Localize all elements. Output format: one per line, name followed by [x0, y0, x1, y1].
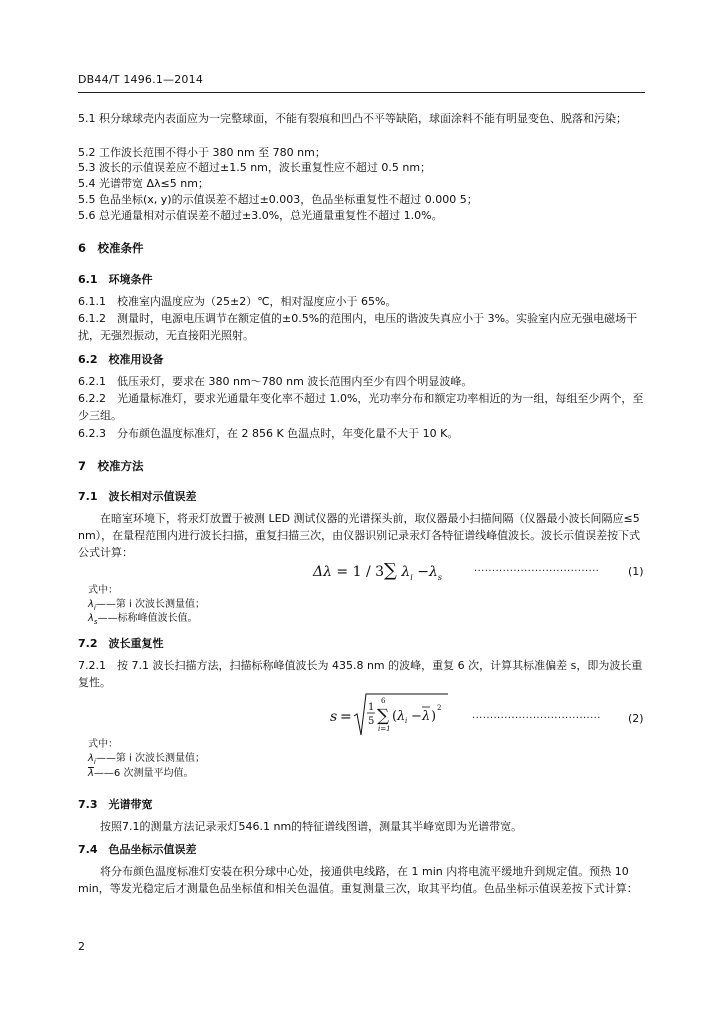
section-6-2-title: 6.2 校准用设备 — [78, 353, 164, 366]
svg-text:i=1: i=1 — [378, 725, 391, 733]
svg-text:1: 1 — [368, 702, 375, 713]
clause-6-1-1: 6.1.1 校准室内温度应为（25±2）℃，相对湿度应小于 65%。 — [78, 295, 397, 308]
formula-2-number: (2) — [628, 712, 644, 725]
clause-6-2-1: 6.2.1 低压汞灯，要求在 380 nm～780 nm 波长范围内至少有四个明显波峰。 — [78, 375, 473, 388]
definition-lambda-i-2: $\lambda_i——$第 i 次波长测量值； — [88, 753, 206, 766]
formula-1: Δλ = 1 / 3∑ $\lambda_i -\lambda_s$ — [313, 560, 442, 582]
page-number: 2 — [78, 940, 85, 953]
svg-text:6: 6 — [381, 697, 386, 705]
section-6-title: 6 校准条件 — [78, 241, 144, 255]
header-rule — [78, 92, 645, 93]
section-7-1-title: 7.1 波长相对示值误差 — [78, 490, 197, 503]
svg-text:): ) — [431, 709, 437, 724]
section-7-2-title: 7.2 波长重复性 — [78, 637, 164, 650]
svg-text:s: s — [330, 709, 338, 725]
req-5-4: 5.4 光谱带宽 Δλ≤5 nm； — [78, 177, 209, 190]
section-7-4-title: 7.4 色品坐标示值误差 — [78, 843, 197, 856]
clause-6-2-2: 6.2.2 光通量标准灯，要求光通量年变化率不超过 1.0%，光功率分布和额定功率相近的为一组，每组至少两个，至少三组。 — [78, 392, 644, 422]
definition-lambda-mean: $\overline{\lambda}——6$ 次测量平均值。 — [88, 768, 194, 779]
svg-text:−: − — [411, 709, 422, 724]
section-7-1-text: 在暗室环境下，将汞灯放置于被测 LED 测试仪器的光谱探头前，取仪器最小扫描间隔（仪器最小波长间隔应≤5 nm），在量程范围内进行波长扫描，重复扫描三次，由仪器识别记录汞灯各特征谱线峰值波长。波长示值误差按下式公式计算： — [78, 512, 641, 559]
svg-text:(: ( — [392, 709, 398, 724]
section-7-3-title: 7.3 光谱带宽 — [78, 798, 153, 811]
clause-6-2-3: 6.2.3 分布颜色温度标准灯，在 2 856 K 色温点时，年变化量不大于 10 K。 — [78, 427, 459, 440]
where-label-1: 式中： — [88, 585, 118, 596]
where-label-2: 式中： — [88, 739, 118, 750]
svg-text:λ: λ — [422, 709, 431, 724]
formula-1-leader: ··································· — [474, 566, 600, 577]
svg-text:λ: λ — [397, 709, 406, 724]
req-5-3: 5.3 波长的示值误差应不超过±1.5 nm，波长重复性应不超过 0.5 nm； — [78, 161, 432, 174]
formula-2-svg — [330, 690, 460, 740]
document-code: DB44/T 1496.1—2014 — [78, 73, 204, 86]
svg-text:5: 5 — [368, 716, 375, 727]
section-7-title: 7 校准方法 — [78, 459, 144, 473]
svg-text:i: i — [405, 717, 408, 725]
req-5-6: 5.6 总光通量相对示值误差不超过±3.0%，总光通量重复性不超过 1.0%。 — [78, 209, 443, 222]
req-5-5: 5.5 色品坐标(x, y)的示值误差不超过±0.003，色品坐标重复性不超过 0.000 5； — [78, 193, 478, 206]
formula-2 — [330, 690, 460, 740]
definition-lambda-s: $\lambda_s——$标称峰值波长值。 — [88, 613, 198, 626]
section-7-3-text: 按照7.1的测量方法记录汞灯546.1 nm的特征谱线图谱，测量其半峰宽即为光谱带宽。 — [100, 820, 523, 833]
section-6-1-title: 6.1 环境条件 — [78, 273, 153, 286]
section-7-4-text: 将分布颜色温度标准灯安装在积分球中心处，接通供电线路，在 1 min 内将电流平缓地升到规定值。预热 10 min，等发光稳定后才测量色品坐标值和相关色温值。重复测量三次，取其平均值。色品坐标示值误差按下式计算： — [78, 865, 638, 895]
svg-text:=: = — [340, 709, 352, 725]
clause-6-1-2: 6.1.2 测量时，电源电压调节在额定值的±0.5%的范围内，电压的谐波失真应小于 3%。实验室内应无强电磁场干扰，无强烈振动，无直接阳光照射。 — [78, 312, 638, 342]
req-5-2: 5.2 工作波长范围不得小于 380 nm 至 780 nm； — [78, 146, 326, 159]
formula-2-leader: ···································· — [472, 713, 601, 724]
clause-7-2-1: 7.2.1 按 7.1 波长扫描方法，扫描标称峰值波长为 435.8 nm 的波峰，重复 6 次，计算其标准偏差 s，即为波长重复性。 — [78, 659, 643, 689]
svg-text:2: 2 — [437, 704, 442, 712]
definition-lambda-i: $\lambda_i——$第 i 次波长测量值； — [88, 599, 206, 612]
formula-1-number: (1) — [628, 565, 644, 578]
svg-text:∑: ∑ — [377, 706, 390, 726]
req-5-1: 5.1 积分球球壳内表面应为一完整球面，不能有裂痕和凹凸不平等缺陷，球面涂料不能有明显变色、脱落和污染； — [78, 112, 627, 125]
